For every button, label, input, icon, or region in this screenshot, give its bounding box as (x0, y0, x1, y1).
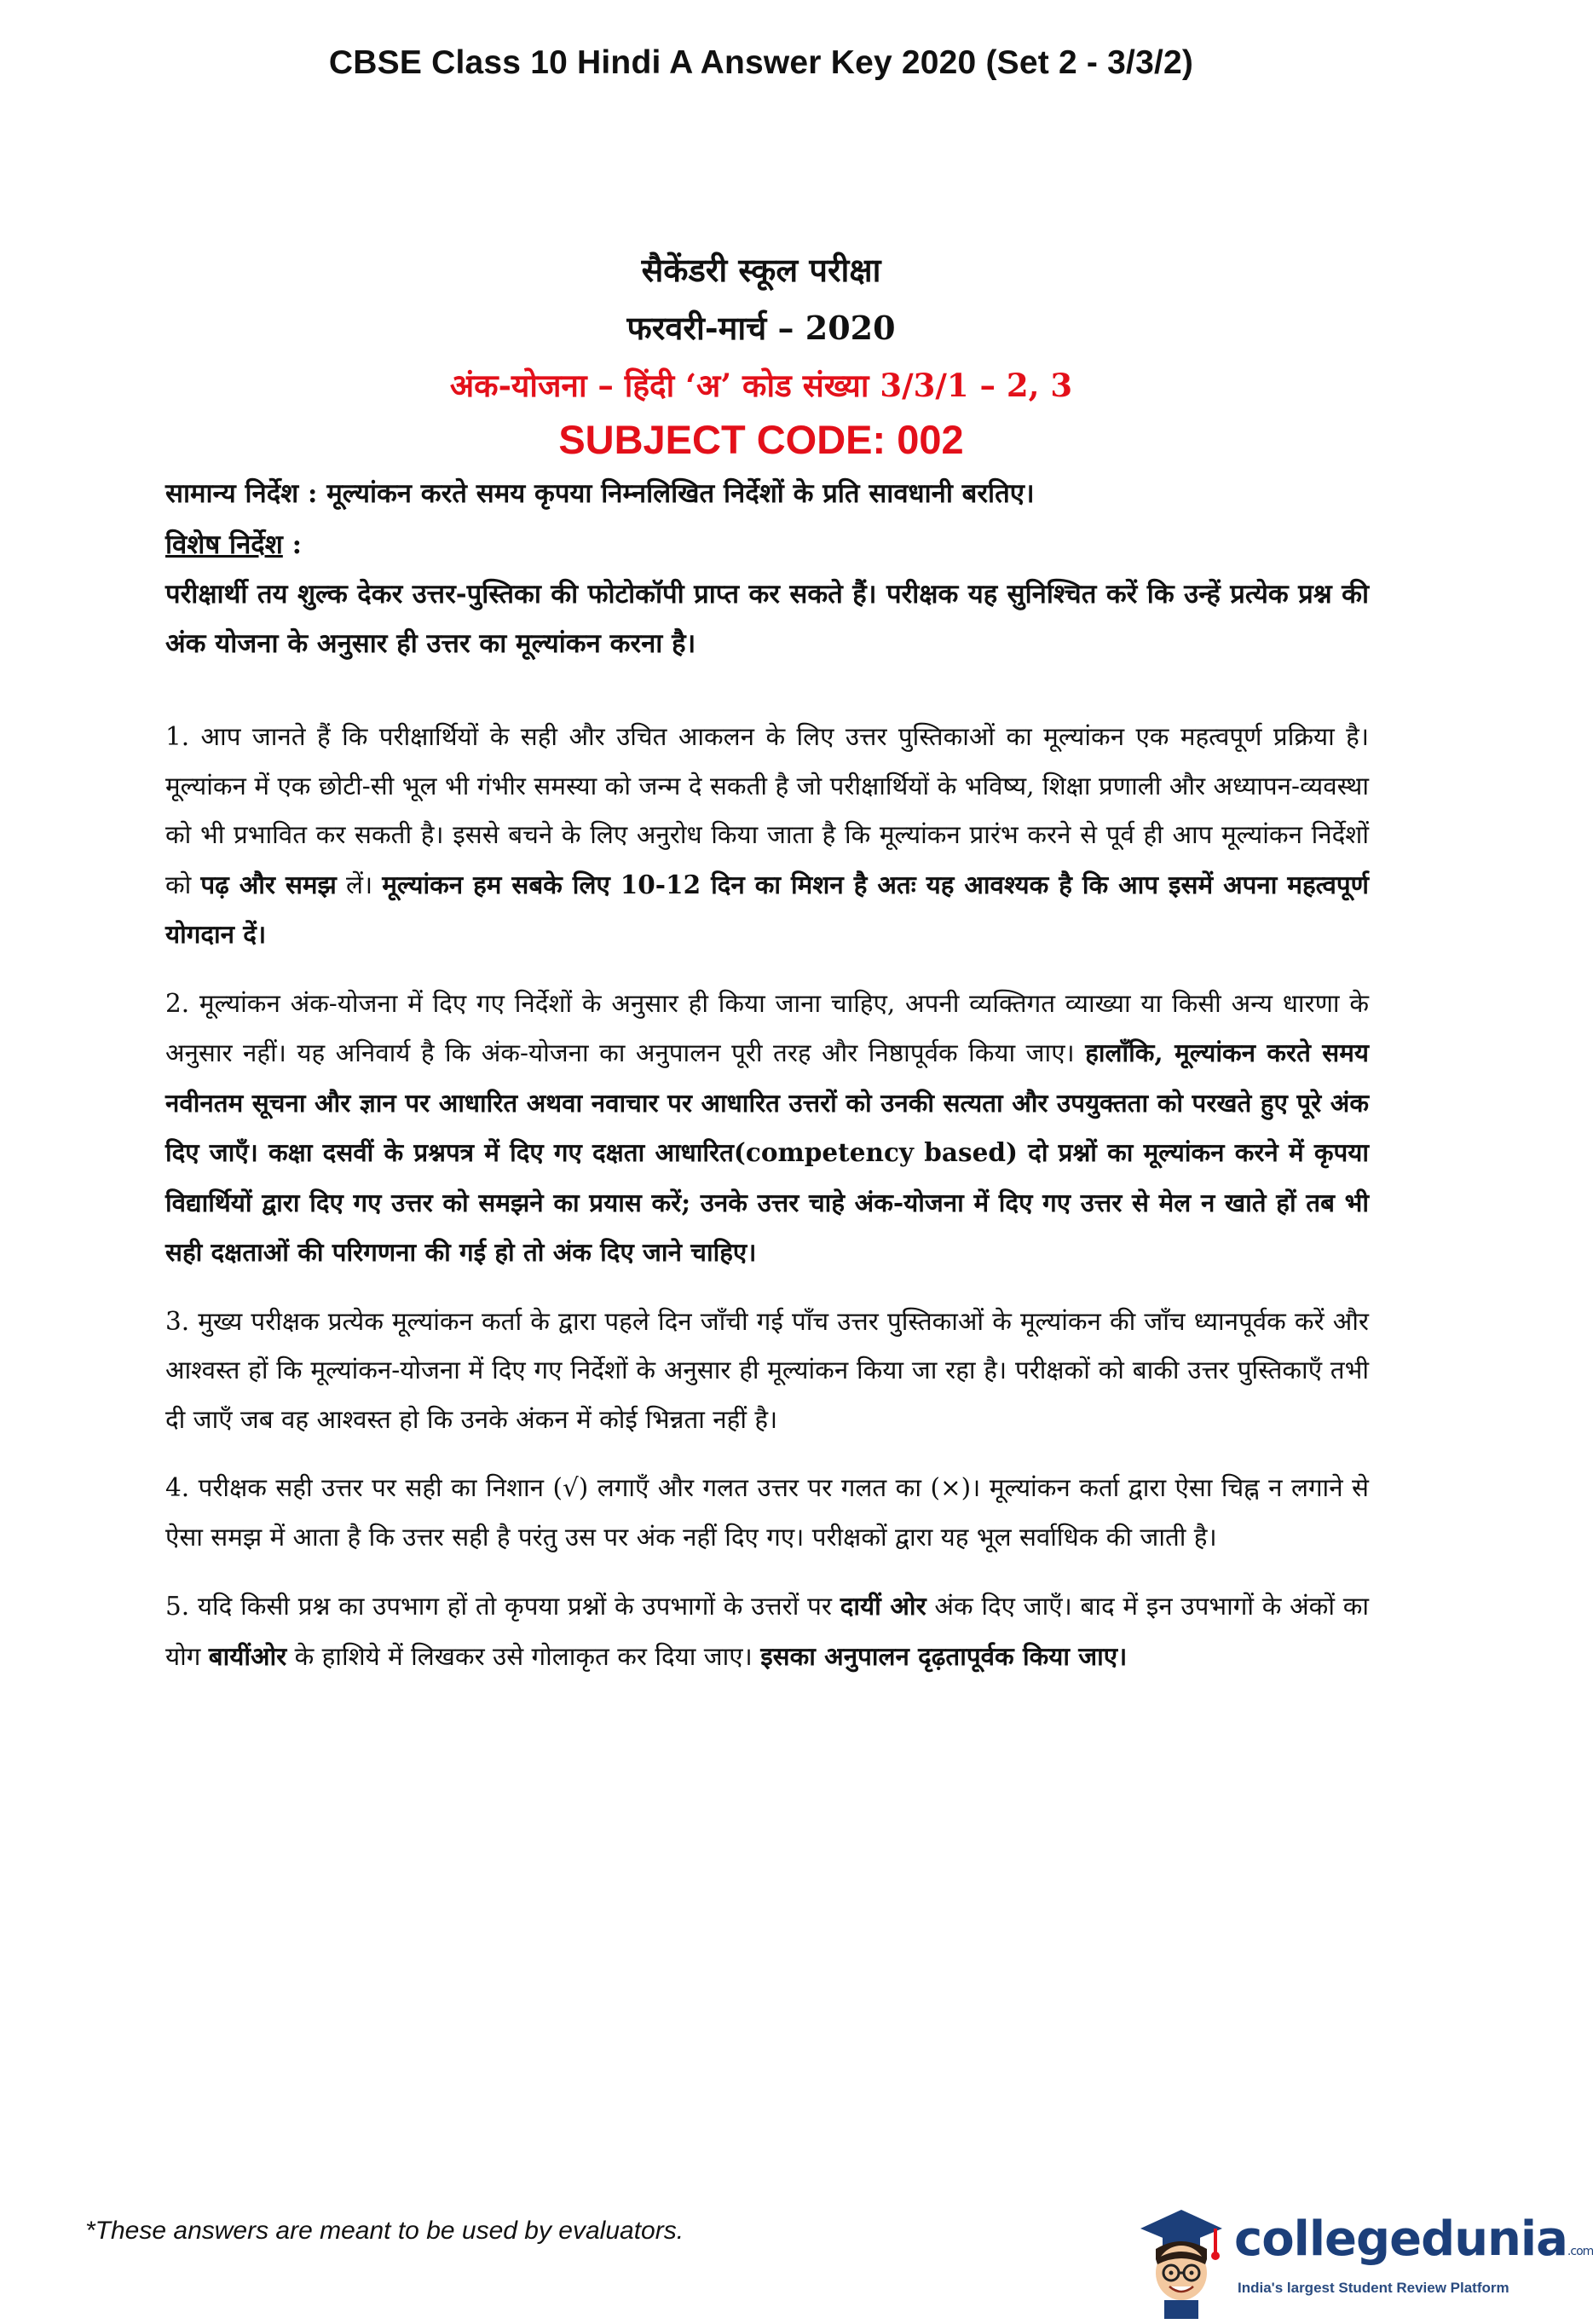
marking-scheme-heading: अंक-योजना – हिंदी ‘अ’ कोड संख्या 3/3/1 – 2, 3 (449, 367, 1073, 404)
exam-session: फरवरी-मार्च – 2020 (626, 309, 896, 347)
guideline-item (165, 713, 1369, 960)
special-instruction-heading (165, 520, 1369, 569)
footer-note: *These answers are meant to be used by evaluators. (85, 2217, 684, 2245)
guideline-emphasis: हालाँकि, मूल्यांकन करते समय नवीनतम सूचना और ज्ञान पर आधारित अथवा नवाचार पर आधारित उत्तरों को उनकी सत्यता और उपयुक्तता को परखते हुए पूरे अंक दिए जाएँ। कक्षा दसवीं के प्रश्नपत्र में दिए गए दक्षता आधारित(competency based) दो प्रश्नों का मूल्यांकन करने में कृपया विद्यार्थियों द्वारा दिए गए उत्तर को समझने का प्रयास करें; उनके उत्तर चाहे अंक-योजना में दिए गए उत्तर से मेल न खाते हों तब भी सही दक्षताओं की परिगणना की गई हो तो अंक दिए जाने चाहिए। (165, 1038, 1369, 1267)
brand-suffix: .com (1567, 2245, 1593, 2258)
subject-code: SUBJECT CODE: 002 (558, 417, 964, 462)
guideline-text: 1. आप जानते हैं कि परीक्षार्थियों के सही और उचित आकलन के लिए उत्तर पुस्तिकाओं का मूल्यांकन एक महत्वपूर्ण प्रक्रिया है। मूल्यांकन में एक छोटी-सी भूल भी गंभीर समस्या को जन्म दे सकती है जो परीक्षार्थियों के भविष्य, शिक्षा प्रणाली और अध्यापन-व्यवस्था को भी प्रभावित कर सकती है। इससे बचने के लिए अनुरोध किया जाता है कि मूल्यांकन प्रारंभ करने से पूर्व ही आप मूल्यांकन निर्देशों को (165, 722, 1369, 899)
guideline-emphasis: पढ़ और समझ (200, 869, 337, 899)
brand-wordmark (1234, 2211, 1593, 2267)
evaluation-guidelines (165, 713, 1369, 1701)
guideline-emphasis: इसका अनुपालन दृढ़तापूर्वक किया जाए। (760, 1640, 1128, 1671)
guideline-text: लें। (336, 870, 383, 899)
collegedunia-logo (1134, 2200, 1593, 2319)
guideline-item (165, 1581, 1369, 1681)
guideline-text: 2. मूल्यांकन अंक-योजना में दिए गए निर्देशों के अनुसार ही किया जाना चाहिए, अपनी व्यक्तिगत व्याख्या या किसी अन्य धारणा के अनुसार नहीं। यह अनिवार्य है कि अंक-योजना का अनुपालन पूरी तरह और निष्ठापूर्वक किया जाए। (165, 988, 1369, 1067)
guideline-text: के हाशिये में लिखकर उसे गोलाकृत कर दिया जाए। (286, 1641, 761, 1671)
guideline-item (165, 1298, 1369, 1445)
special-instruction-label: विशेष निर्देश (165, 529, 283, 560)
guideline-text: 3. मुख्य परीक्षक प्रत्येक मूल्यांकन कर्ता के द्वारा पहले दिन जाँची गई पाँच उत्तर पुस्तिकाओं के मूल्यांकन की जाँच ध्यानपूर्वक करें और आश्वस्त हों कि मूल्यांकन-योजना में दिए गए निर्देशों के अनुसार ही मूल्यांकन किया जा रहा है। परीक्षकों को बाकी उत्तर पुस्तिकाएँ तभी दी जाएँ जब वह आश्वस्त हो कि उनके अंकन में कोई भिन्नता नहीं है। (165, 1306, 1369, 1434)
page-title: CBSE Class 10 Hindi A Answer Key 2020 (Set 2 - 3/3/2) (328, 44, 1194, 81)
guideline-text: अंक दिए जाएँ। बाद में इन उपभागों के अंकों का योग (165, 1592, 1370, 1671)
brand-tagline: India's largest Student Review Platform (1238, 2280, 1509, 2296)
brand-name: collegedunia (1234, 2211, 1567, 2267)
special-instruction-text: परीक्षार्थी तय शुल्क देकर उत्तर-पुस्तिका की फोटोकॉपी प्राप्त कर सकते हैं। परीक्षक यह सुनिश्चित करें कि उन्हें प्रत्येक प्रश्न की अंक योजना के अनुसार ही उत्तर का मूल्यांकन करना है। (165, 579, 1369, 659)
student-mascot-icon (1134, 2200, 1229, 2319)
guideline-text: 5. यदि किसी प्रश्न का उपभाग हों तो कृपया प्रश्नों के उपभागों के उत्तरों पर (165, 1592, 840, 1621)
guideline-emphasis: दायीं ओर (840, 1591, 926, 1621)
guideline-item (165, 1464, 1369, 1562)
guideline-text: 4. परीक्षक सही उत्तर पर सही का निशान (√) लगाएँ और गलत उत्तर पर गलत का (×)। मूल्यांकन कर्ता द्वारा ऐसा चिह्न न लगाने से ऐसा समझ में आता है कि उत्तर सही है परंतु उस पर अंक नहीं दिए गए। परीक्षकों द्वारा यह भूल सर्वाधिक की जाती है। (165, 1473, 1369, 1552)
exam-name: सैकेंडरी स्कूल परीक्षा (641, 251, 881, 289)
general-instruction: सामान्य निर्देश : मूल्यांकन करते समय कृपया निम्नलिखित निर्देशों के प्रति सावधानी बरतिए। (165, 478, 1035, 509)
guideline-emphasis: मूल्यांकन हम सबके लिए 10-12 दिन का मिशन है अतः यह आवश्यक है कि आप इसमें अपना महत्वपूर्ण योगदान दें। (165, 869, 1369, 949)
special-instruction-colon: : (282, 529, 303, 560)
guideline-emphasis: बायींओर (208, 1640, 287, 1671)
guideline-item (165, 980, 1369, 1278)
